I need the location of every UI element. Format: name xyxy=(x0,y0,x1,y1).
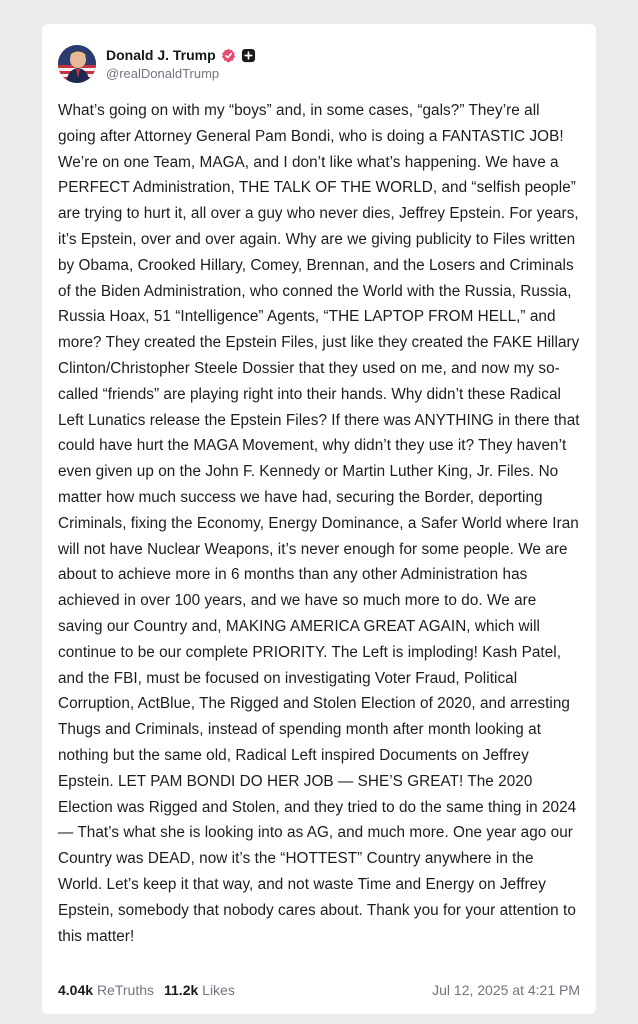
likes-label: Likes xyxy=(202,982,235,998)
post-text: What’s going on with my “boys” and, in some cases, “gals?” They’re all going after Attorney General Pam Bondi, who is doing a FANTASTIC JOB! We’re on one Team, MAGA, and I don’t like what’s happening. We have a PERFECT Administration, THE TALK OF THE WORLD, and “selfish people” are trying to hurt it, all over a guy who never dies, Jeffrey Epstein. For years, it’s Epstein, over and over again. Why are we giving publicity to Files written by Obama, Crooked Hillary, Comey, Brennan, and the Losers and Criminals of the Biden Administration, who conned the World with the Russia, Russia, Russia Hoax, 51 “Intelligence” Agents, “THE LAPTOP FROM HELL,” and more? They created the Epstein Files, just like they created the FAKE Hillary Clinton/Christopher Steele Dossier that they used on me, and now my so-called “friends” are playing right into their hands. Why didn’t these Radical Left Lunatics release the Epstein Files? If there was ANYTHING in there that could have hurt the MAGA Movement, why didn’t they use it? They haven’t even given up on the John F. Kennedy or Martin Luther King, Jr. Files. No matter how much success we have had, securing the Border, deporting Criminals, fixing the Economy, Energy Dominance, a Safer World where Iran will not have Nuclear Weapons, it’s never enough for some people. We are about to achieve more in 6 months than any other Administration has achieved in over 100 years, and we have so much more to do. We are saving our Country and, MAKING AMERICA GREAT AGAIN, which will continue to be our complete PRIORITY. The Left is imploding! Kash Patel, and the FBI, must be focused on investigating Voter Fraud, Political Corruption, ActBlue, The Rigged and Stolen Election of 2020, and arresting Thugs and Criminals, instead of spending month after month looking at nothing but the same old, Radical Left inspired Documents on Jeffrey Epstein. LET PAM BONDI DO HER JOB — SHE’S GREAT! The 2020 Election was Rigged and Stolen, and they tried to do the same thing in 2024 — That’s what she is looking into as AG, and much more. One year ago our Country was DEAD, now it’s the “HOTTEST” Country anywhere in the World. Let’s keep it that way, and not waste Time and Energy on Jeffrey Epstein, somebody that nobody cares about. Thank you for your attention to this matter! xyxy=(58,102,584,945)
avatar-image xyxy=(58,45,96,83)
verified-badge-icon xyxy=(221,48,236,63)
author-name-row xyxy=(106,47,256,63)
plus-square-icon[interactable] xyxy=(241,48,256,63)
avatar[interactable] xyxy=(58,45,96,83)
likes-stat[interactable] xyxy=(164,982,235,998)
retruths-label: ReTruths xyxy=(96,982,154,998)
likes-count: 11.2k xyxy=(164,982,199,998)
author-handle[interactable]: @realDonaldTrump xyxy=(106,66,220,81)
retruths-stat[interactable] xyxy=(58,982,154,998)
author-display-name[interactable]: Donald J. Trump xyxy=(106,47,216,63)
post-card xyxy=(42,24,596,1014)
author-info xyxy=(106,47,256,81)
post-timestamp[interactable]: Jul 12, 2025 at 4:21 PM xyxy=(432,982,580,998)
retruths-count: 4.04k xyxy=(58,982,94,998)
post-footer xyxy=(58,982,580,998)
post-header xyxy=(58,42,580,86)
